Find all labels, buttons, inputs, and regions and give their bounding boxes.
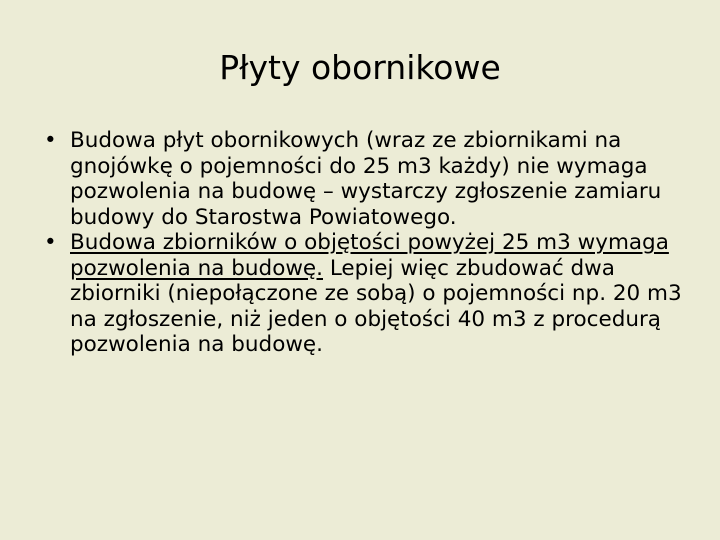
bullet-text: Budowa płyt obornikowych (wraz ze zbiornikami na gnojówkę o pojemności do 25 m3 każdy) nie wymaga pozwolenia na budowę – wystarczy zgłoszenie zamiaru budowy do Starostwa Powiatowego. — [70, 128, 662, 230]
list-item — [44, 230, 684, 358]
list-item — [44, 128, 684, 230]
bullet-underlined-text: Budowa zbiorników o objętości powyżej 25 m3 wymaga pozwolenia na budowę. — [70, 230, 669, 281]
slide-title: Płyty obornikowe — [219, 48, 501, 87]
bullet-list — [44, 128, 684, 358]
bullet-text: Lepiej więc zbudować dwa zbiorniki (niepołączone ze sobą) o pojemności np. 20 m3 na zgłoszenie, niż jeden o objętości 40 m3 z procedurą pozwolenia na budowę. — [70, 255, 682, 357]
bullet-marker: • — [44, 128, 57, 153]
bullet-marker: • — [44, 230, 57, 255]
